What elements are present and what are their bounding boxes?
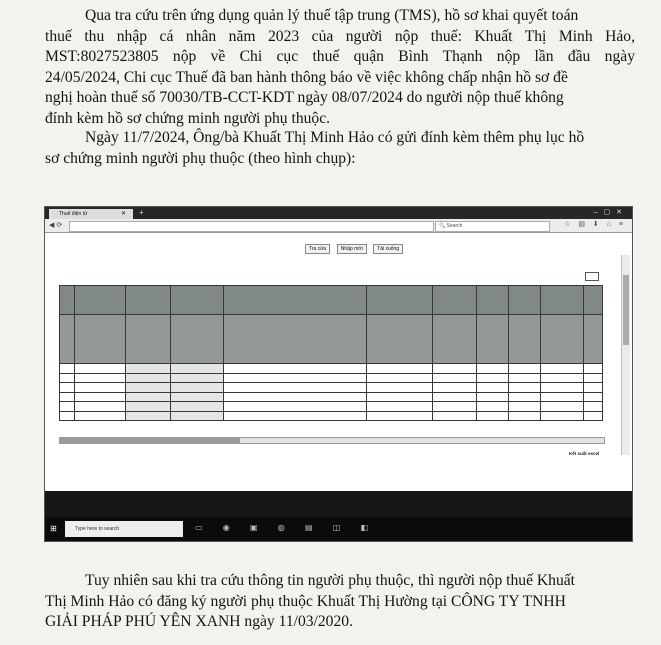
- scroll-thumb[interactable]: [623, 275, 629, 345]
- table-row[interactable]: [60, 364, 603, 374]
- page-size-select[interactable]: [585, 272, 599, 281]
- lookup-button[interactable]: Tra cứu: [305, 244, 330, 254]
- window-controls[interactable]: –▢✕: [593, 209, 628, 216]
- tab-title: Thuế điện tử: [59, 211, 88, 217]
- table-row[interactable]: [60, 315, 603, 364]
- taskbar: [45, 517, 632, 541]
- paragraph-line: 24/05/2024, Chi cục Thuế đã ban hành thông báo về việc không chấp nhận hồ sơ đề: [45, 68, 568, 86]
- taskbar-search-placeholder: Type here to search: [75, 526, 120, 532]
- close-icon[interactable]: ✕: [121, 211, 127, 217]
- site-footer: [45, 491, 632, 517]
- vertical-scrollbar[interactable]: [621, 255, 630, 455]
- paragraph-line: sơ chứng minh người phụ thuộc (theo hình chụp):: [45, 149, 356, 167]
- address-bar: [45, 219, 632, 233]
- paragraph-line: nghị hoàn thuế số 70030/TB-CCT-KDT ngày 08/07/2024 do người nộp thuế không: [45, 89, 564, 106]
- paragraph-line: Tuy nhiên sau khi tra cứu thông tin người phụ thuộc, thì người nộp thuế Khuất: [85, 572, 575, 589]
- paragraph-attachment: [45, 128, 635, 169]
- table-row[interactable]: [60, 383, 603, 393]
- new-entry-button[interactable]: Nhập mới: [337, 244, 367, 254]
- back-icon[interactable]: ◀ ⟳: [49, 222, 63, 229]
- table-header: [60, 286, 603, 315]
- new-tab-icon[interactable]: +: [139, 208, 144, 217]
- paragraph-line: MST:8027523805 nộp về Chi cục thuế quận Bình Thạnh nộp lần đầu ngày: [45, 48, 635, 65]
- paragraph-line: Thị Minh Hảo có đăng ký người phụ thuộc Khuất Thị Hường tại CÔNG TY TNHH: [45, 592, 566, 610]
- paragraph-line: đính kèm hồ sơ chứng minh người phụ thuộc.: [45, 109, 331, 127]
- taskbar-search[interactable]: [65, 521, 183, 537]
- table-row[interactable]: [60, 373, 603, 383]
- toolbar-icons[interactable]: ☆ ▤ ⬇ ⌂ ≡: [564, 221, 626, 228]
- table-row[interactable]: [60, 402, 603, 412]
- paragraph-tax-finalization: [45, 6, 635, 129]
- dependents-table: [59, 285, 603, 421]
- paragraph-line: GIẢI PHÁP PHÚ YÊN XANH ngày 11/03/2020.: [45, 613, 353, 630]
- browser-tab-bar: [45, 207, 632, 219]
- horizontal-scrollbar[interactable]: [59, 437, 605, 444]
- browser-search-field[interactable]: 🔍 Search: [435, 221, 550, 232]
- paragraph-line: Ngày 11/7/2024, Ông/bà Khuất Thị Minh Hảo có gửi đính kèm thêm phụ lục hồ: [85, 129, 585, 146]
- action-buttons: [305, 237, 405, 255]
- browser-tab[interactable]: [49, 209, 133, 219]
- paragraph-line: Qua tra cứu trên ứng dụng quản lý thuế tập trung (TMS), hồ sơ khai quyết toán: [85, 7, 579, 24]
- scroll-thumb[interactable]: [60, 438, 240, 443]
- export-excel-link[interactable]: Kết xuất excel: [569, 451, 600, 456]
- web-page: [45, 233, 632, 501]
- paragraph-line: thuế thu nhập cá nhân năm 2023 của người nộp thuế: Khuất Thị Minh Hảo,: [45, 27, 635, 45]
- search-placeholder: Search: [446, 223, 463, 229]
- download-button[interactable]: Tải xuống: [373, 244, 403, 254]
- table-row[interactable]: [60, 411, 603, 421]
- url-field[interactable]: [69, 221, 434, 232]
- paragraph-conclusion: [45, 571, 635, 633]
- windows-icon[interactable]: ⊞: [50, 524, 57, 533]
- embedded-screenshot: [44, 206, 633, 542]
- table-row[interactable]: [60, 392, 603, 402]
- taskbar-app-icons[interactable]: ▭ ◉ ▣ ◍ ▤ ◫ ◧: [195, 523, 378, 532]
